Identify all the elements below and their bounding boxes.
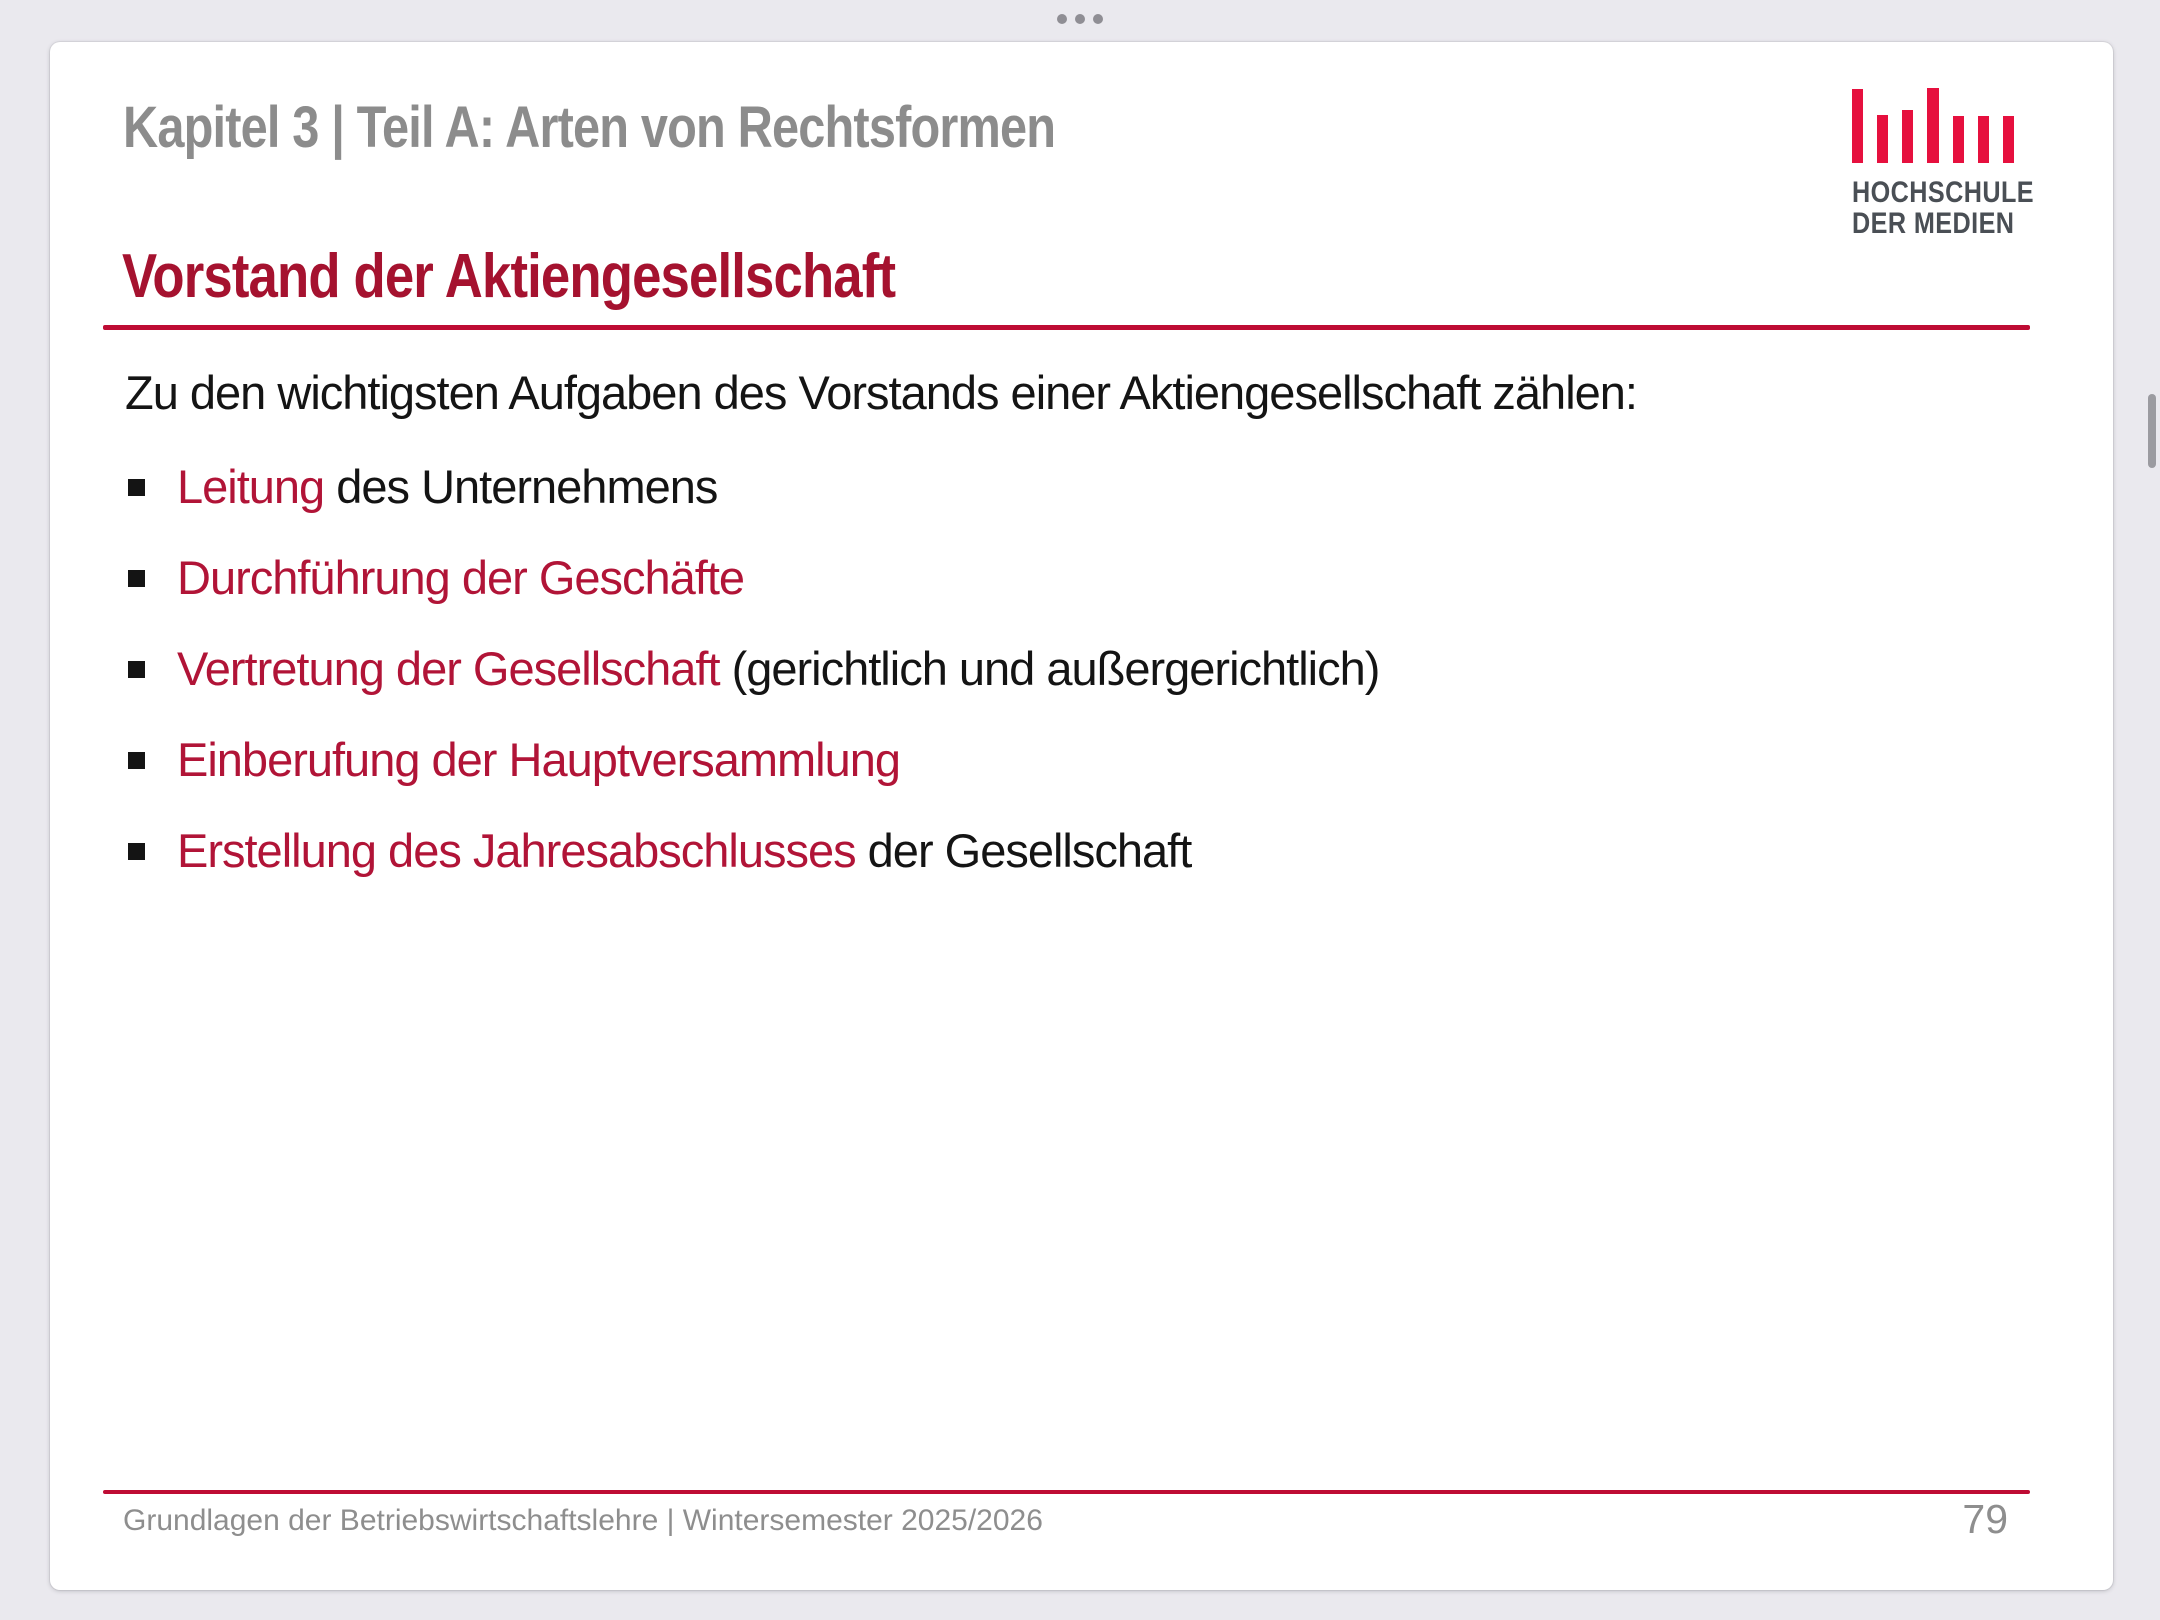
bullet-red-text: Erstellung des Jahresabschlusses	[177, 823, 856, 877]
bullet-red-text: Durchführung der Geschäfte	[177, 550, 745, 604]
hdm-logo-bars-icon	[1852, 88, 2092, 163]
square-bullet-icon	[128, 843, 145, 860]
drag-handle[interactable]	[1057, 14, 1103, 24]
footer-course-label: Grundlagen der Betriebswirtschaftslehre | Wintersemester 2025/2026	[123, 1504, 1043, 1537]
bullet-red-text: Einberufung der Hauptversammlung	[177, 732, 901, 786]
bullet-black-text: (gerichtlich und außergerichtlich)	[719, 641, 1380, 695]
hdm-logo	[1852, 88, 2092, 239]
square-bullet-icon	[128, 752, 145, 769]
intro-text: Zu den wichtigsten Aufgaben des Vorstands einer Aktiengesellschaft zählen:	[125, 366, 1637, 419]
logo-text-line1: HOCHSCHULE	[1852, 176, 2035, 209]
footer-rule	[103, 1490, 2030, 1494]
bullet-black-text: der Gesellschaft	[855, 823, 1192, 877]
bullet-red-text: Leitung	[177, 459, 325, 513]
list-item	[128, 549, 1379, 605]
list-item	[128, 458, 1379, 514]
bullet-red-text: Vertretung der Gesellschaft	[177, 641, 720, 695]
bullet-black-text: des Unternehmens	[324, 459, 718, 513]
slide-title: Vorstand der Aktiengesellschaft	[122, 242, 896, 311]
list-item	[128, 640, 1379, 696]
handle-dot-icon	[1057, 14, 1067, 24]
list-item	[128, 822, 1379, 878]
chapter-header: Kapitel 3 | Teil A: Arten von Rechtsformen	[123, 95, 1056, 160]
list-item	[128, 731, 1379, 787]
handle-dot-icon	[1075, 14, 1085, 24]
handle-dot-icon	[1093, 14, 1103, 24]
square-bullet-icon	[128, 479, 145, 496]
scrollbar-thumb[interactable]	[2148, 394, 2156, 468]
page-number: 79	[1962, 1496, 2008, 1542]
bullet-list	[128, 458, 1379, 913]
logo-text-line2: DER MEDIEN	[1852, 207, 2015, 240]
title-underline	[103, 325, 2030, 330]
square-bullet-icon	[128, 570, 145, 587]
slide-page	[50, 42, 2113, 1590]
square-bullet-icon	[128, 661, 145, 678]
